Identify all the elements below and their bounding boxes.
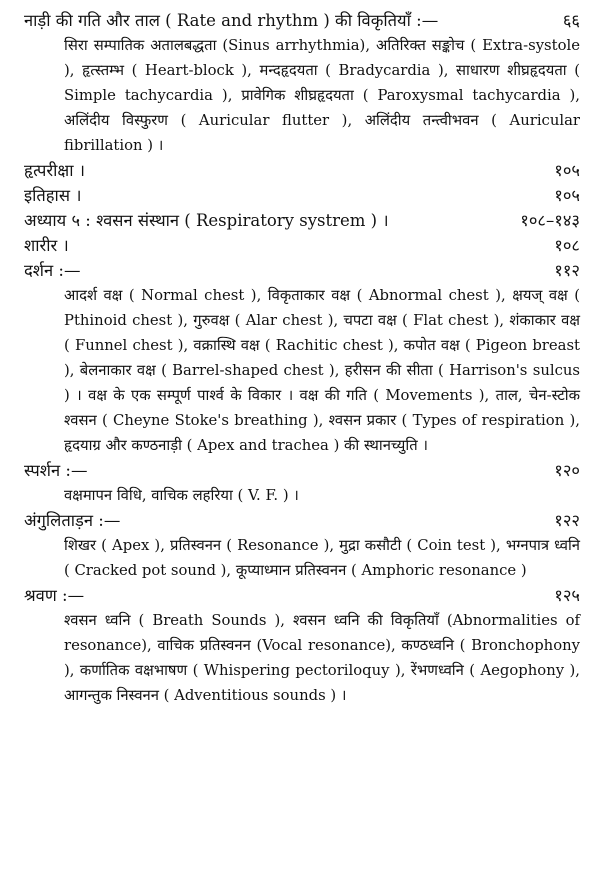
entry-title: अध्याय ५ : श्वसन संस्थान ( Respiratory systrem ) । bbox=[24, 211, 389, 230]
entry-page-number: १०८–१४३ bbox=[520, 211, 580, 230]
entry-subtopics: आदर्श वक्ष ( Normal chest ), विकृताकार वक्ष ( Abnormal chest ), क्षयज् वक्ष ( Pthinoid chest ), गुरुवक्ष ( Alar chest ), चपटा वक्ष ( Flat chest ), शंकाकार वक्ष ( Funnel chest ), वक्रास्थि वक्ष ( Rachitic chest ), कपोत वक्ष ( Pigeon breast ), बेलनाकार वक्ष ( Barrel-shaped chest ), हरीसन की सीता ( Harrison's sulcus ) । वक्ष के एक सम्पूर्ण पार्श्व के विकार । वक्ष की गति ( Movements ), ताल, चेन-स्टोक श्वसन ( Cheyne Stoke's breathing ), श्वसन प्रकार ( Types of respiration ), हृदयाग्र और कण्ठनाड़ी ( Apex and trachea ) की स्थानच्युति । bbox=[64, 287, 580, 454]
entry-anatomy bbox=[24, 233, 580, 258]
entry-title: अंगुलिताड़न :— bbox=[24, 511, 121, 530]
entry-page-number: १०५ bbox=[554, 186, 580, 205]
entry-heading-row bbox=[24, 158, 580, 183]
entry-subtopics: शिखर ( Apex ), प्रतिस्वनन ( Resonance ), मुद्रा कसौटी ( Coin test ), भग्नपात्र ध्वनि ( Cracked pot sound ), कूप्याध्मान प्रतिस्वनन ( Amphoric resonance ) bbox=[64, 537, 580, 579]
entry-heading-row bbox=[24, 583, 580, 608]
entry-heading-row bbox=[24, 183, 580, 208]
entry-page-number: १२० bbox=[554, 461, 580, 480]
entry-pulse-rhythm bbox=[24, 8, 580, 158]
entry-inspection bbox=[24, 258, 580, 458]
entry-title: श्रवण :— bbox=[24, 586, 85, 605]
entry-palpation bbox=[24, 458, 580, 508]
entry-heading-row bbox=[24, 508, 580, 533]
entry-title: शारीर । bbox=[24, 236, 69, 255]
entry-subtopics: श्वसन ध्वनि ( Breath Sounds ), श्वसन ध्वनि की विकृतियाँ (Abnormalities of resonance), वाचिक प्रतिस्वनन (Vocal resonance), कण्ठध्वनि ( Bronchophony ), कर्णातिक वक्षभाषण ( Whispering pectoriloquy ), रेंभणध्वनि ( Aegophony ), आगन्तुक निस्वनन ( Adventitious sounds ) । bbox=[64, 612, 580, 704]
entry-heading-row bbox=[24, 208, 580, 233]
entry-title: इतिहास । bbox=[24, 186, 82, 205]
entry-history bbox=[24, 183, 580, 208]
entry-chapter-respiratory bbox=[24, 208, 580, 233]
entry-percussion bbox=[24, 508, 580, 583]
entry-subtopics: वक्षमापन विधि, वाचिक लहरिया ( V. F. ) । bbox=[64, 487, 299, 504]
entry-page-number: १०८ bbox=[554, 236, 580, 255]
entry-page-number: १२५ bbox=[554, 586, 580, 605]
entry-auscultation bbox=[24, 583, 580, 708]
entry-title: नाड़ी की गति और ताल ( Rate and rhythm ) की विकृतियाँ :— bbox=[24, 11, 439, 30]
entry-title: स्पर्शन :— bbox=[24, 461, 88, 480]
entry-page-number: १०५ bbox=[554, 161, 580, 180]
entry-title: दर्शन :— bbox=[24, 261, 81, 280]
entry-page-number: ६६ bbox=[562, 11, 580, 30]
entry-heart-examination bbox=[24, 158, 580, 183]
entry-heading-row bbox=[24, 8, 580, 33]
entry-heading-row bbox=[24, 458, 580, 483]
entry-page-number: ११२ bbox=[554, 261, 580, 280]
entry-heading-row bbox=[24, 233, 580, 258]
entry-subtopics: सिरा सम्पातिक अतालबद्धता (Sinus arrhythmia), अतिरिक्त सङ्कोच ( Extra-systole ), हृत्स्तम्भ ( Heart-block ), मन्दहृदयता ( Bradycardia ), साधारण शीघ्रहृदयता ( Simple tachycardia ), प्रावेगिक शीघ्रहृदयता ( Paroxysmal tachycardia ), अलिंदीय विस्फुरण ( Auricular flutter ), अलिंदीय तन्त्वीभवन ( Auricular fibrillation ) । bbox=[64, 37, 580, 154]
entry-heading-row bbox=[24, 258, 580, 283]
entry-page-number: १२२ bbox=[554, 511, 580, 530]
entry-title: हृत्परीक्षा । bbox=[24, 161, 86, 180]
